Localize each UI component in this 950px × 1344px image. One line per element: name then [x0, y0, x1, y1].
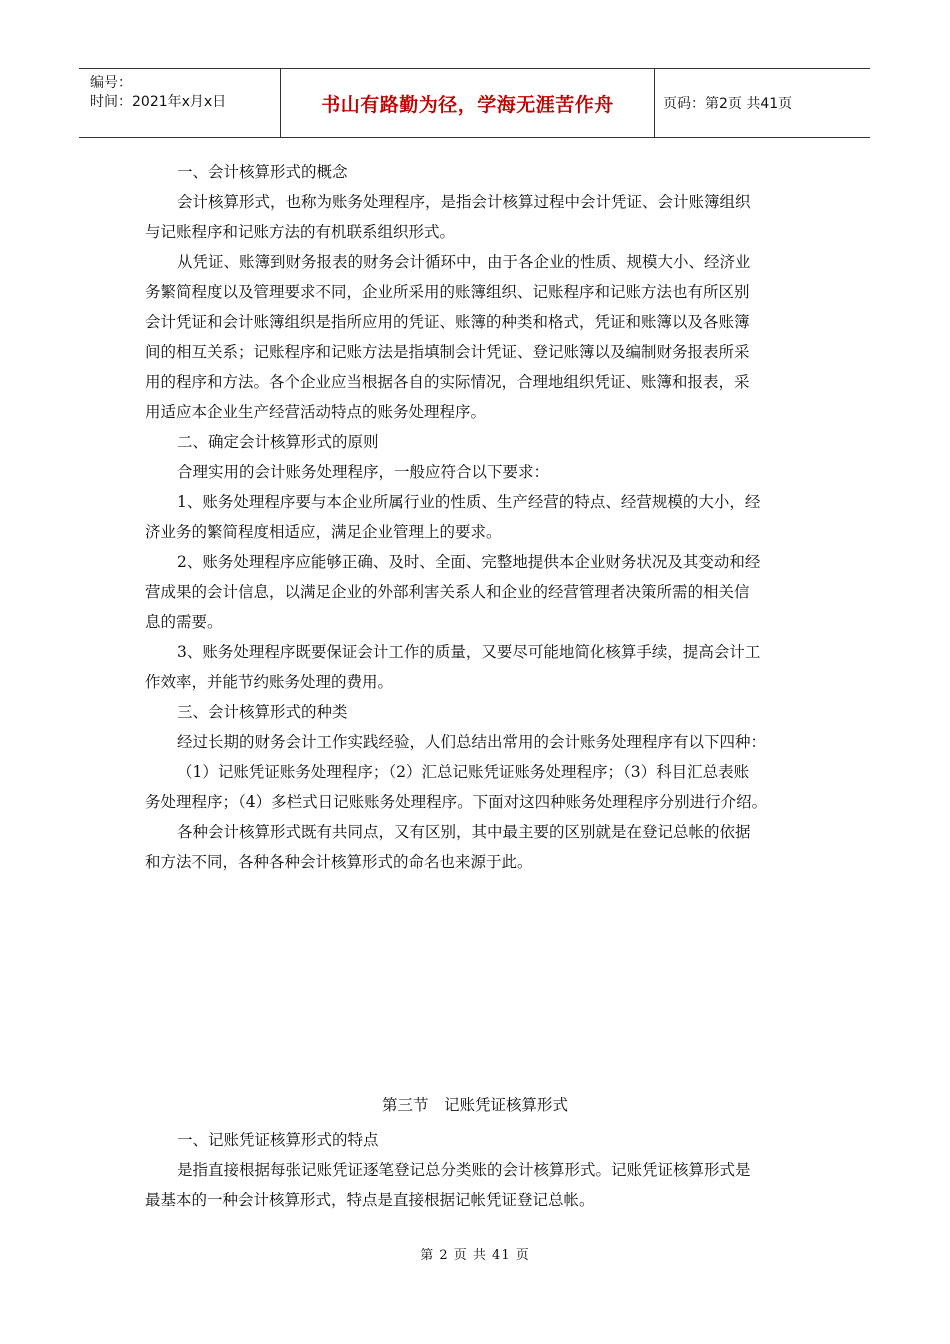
- document-number-label: 编号：: [90, 75, 132, 91]
- document-header: [79, 68, 870, 138]
- paragraph-line: 是指直接根据每张记账凭证逐笔登记总分类账的会计核算形式。记账凭证核算形式是: [177, 1161, 751, 1179]
- page-footer: 第 2 页 共 41 页: [420, 1248, 530, 1263]
- paragraph-line: 3、账务处理程序既要保证会计工作的质量，又要尽可能地简化核算手续，提高会计工: [177, 643, 761, 661]
- paragraph-line: 务处理程序；（4）多栏式日记账账务处理程序。下面对这四种账务处理程序分别进行介绍。: [145, 793, 768, 811]
- header-meta-cell: [79, 69, 281, 137]
- paragraph-line: 间的相互关系；记账程序和记账方法是指填制会计凭证、登记账簿以及编制财务报表所采: [145, 343, 750, 361]
- paragraph-line: 营成果的会计信息，以满足企业的外部利害关系人和企业的经营管理者决策所需的相关信: [145, 583, 750, 601]
- paragraph-line: 经过长期的财务会计工作实践经验，人们总结出常用的会计账务处理程序有以下四种：: [177, 733, 767, 751]
- paragraph-line: 1、账务处理程序要与本企业所属行业的性质、生产经营的特点、经营规模的大小，经: [177, 493, 761, 511]
- header-page-info: 页码：第2页 共41页: [663, 96, 793, 112]
- paragraph-line: 合理实用的会计账务处理程序，一般应符合以下要求：: [177, 463, 550, 481]
- document-body-section3: [145, 1125, 825, 1215]
- paragraph-line: 2、账务处理程序应能够正确、及时、全面、完整地提供本企业财务状况及其变动和经: [177, 553, 761, 571]
- paragraph-line: 用的程序和方法。各个企业应当根据各自的实际情况，合理地组织凭证、账簿和报表，采: [145, 373, 750, 391]
- paragraph-line: 务繁简程度以及管理要求不同，企业所采用的账簿组织、记账程序和记账方法也有所区别: [145, 283, 750, 301]
- document-date-label: 时间：2021年x月x日: [90, 94, 227, 110]
- paragraph-line: 一、记账凭证核算形式的特点: [177, 1131, 379, 1149]
- paragraph-line: 会计凭证和会计账簿组织是指所应用的凭证、账簿的种类和格式，凭证和账簿以及各账簿: [145, 313, 750, 331]
- paragraph-line: 三、会计核算形式的种类: [177, 703, 348, 721]
- paragraph-line: 用适应本企业生产经营活动特点的账务处理程序。: [145, 403, 487, 421]
- paragraph-line: （1）记账凭证账务处理程序；（2）汇总记账凭证账务处理程序；（3）科目汇总表账: [177, 763, 750, 781]
- paragraph-line: 会计核算形式，也称为账务处理程序，是指会计核算过程中会计凭证、会计账簿组织: [177, 193, 751, 211]
- paragraph-line: 从凭证、账簿到财务报表的财务会计循环中，由于各企业的性质、规模大小、经济业: [177, 253, 751, 271]
- paragraph-line: 各种会计核算形式既有共同点，又有区别，其中最主要的区别就是在登记总帐的依据: [177, 823, 751, 841]
- paragraph-line: 一、会计核算形式的概念: [177, 163, 348, 181]
- document-body: [145, 157, 825, 877]
- paragraph-line: 最基本的一种会计核算形式，特点是直接根据记帐凭证登记总帐。: [145, 1191, 595, 1209]
- paragraph-line: 二、确定会计核算形式的原则: [177, 433, 379, 451]
- paragraph-line: 济业务的繁简程度相适应，满足企业管理上的要求。: [145, 523, 502, 541]
- paragraph-line: 作效率，并能节约账务处理的费用。: [145, 673, 394, 691]
- paragraph-line: 与记账程序和记账方法的有机联系组织形式。: [145, 223, 456, 241]
- section-title: 第三节 记账凭证核算形式: [381, 1096, 568, 1114]
- paragraph-line: 息的需要。: [145, 613, 223, 631]
- paragraph-line: 和方法不同，各种各种会计核算形式的命名也来源于此。: [145, 853, 533, 871]
- header-motto: 书山有路勤为径，学海无涯苦作舟: [281, 69, 655, 137]
